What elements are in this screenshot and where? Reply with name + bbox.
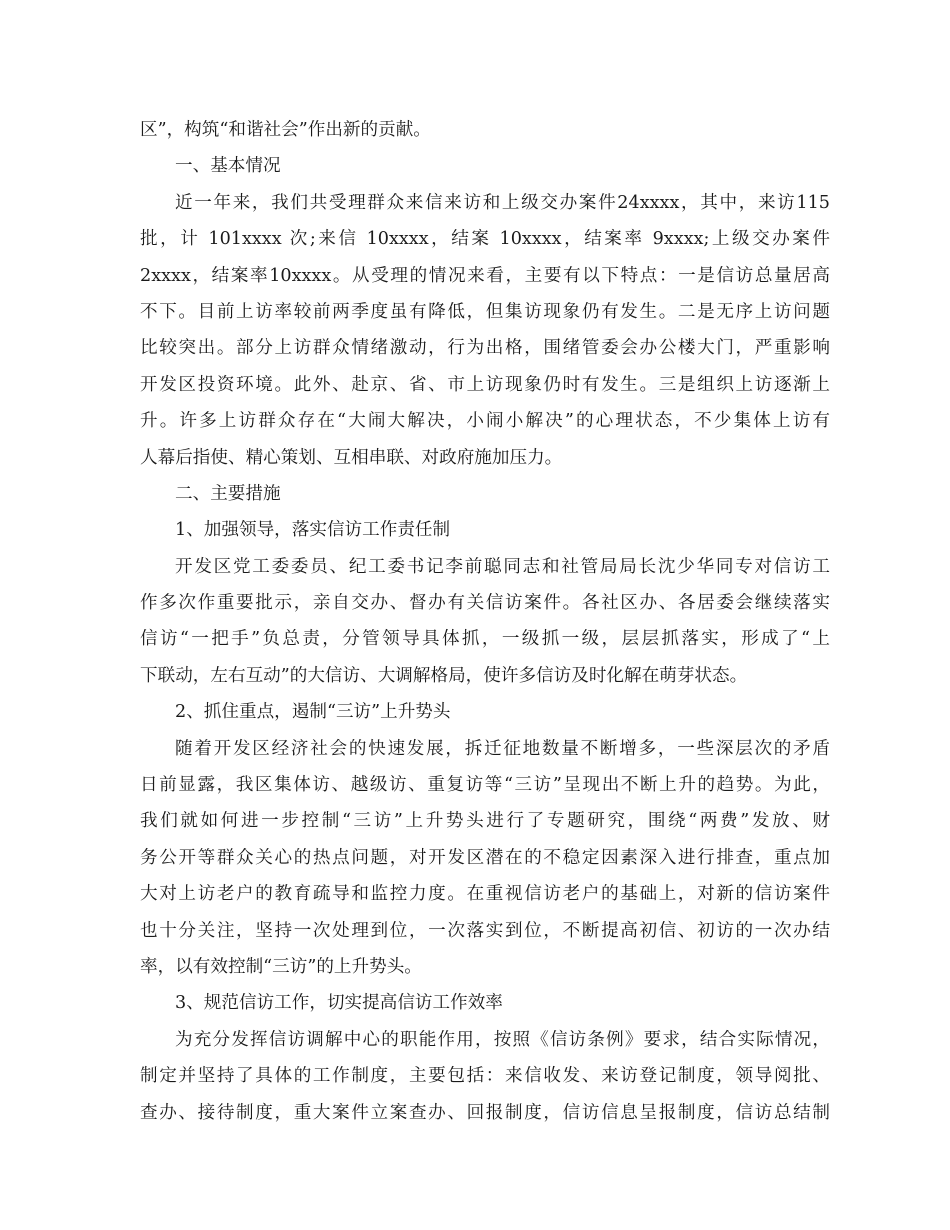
paragraph-line: 我们就如何进一步控制“三访”上升势头进行了专题研究，围绕“两费”发放、财 xyxy=(140,811,830,832)
paragraph-line: 也十分关注，坚持一次处理到位，一次落实到位，不断提高初信、初访的一次办结 xyxy=(140,920,830,941)
paragraph-line: 信访“一把手”负总责，分管领导具体抓，一级抓一级，层层抓落实，形成了“上 xyxy=(140,629,830,650)
paragraph-line: 作多次作重要批示，亲自交办、督办有关信访案件。各社区办、各居委会继续落实 xyxy=(140,593,830,614)
paragraph-line: 比较突出。部分上访群众情绪激动，行为出格，围绪管委会办公楼大门，严重影响 xyxy=(140,338,830,359)
paragraph-line: 升。许多上访群众存在“大闹大解决，小闹小解决”的心理状态，不少集体上访有 xyxy=(140,411,830,432)
paragraph-first-line: 近一年来，我们共受理群众来信来访和上级交办案件24xxxx，其中，来访115 xyxy=(175,192,830,213)
section-heading: 2、抓住重点，遏制“三访”上升势头 xyxy=(175,702,451,723)
paragraph-line: 批，计 101xxxx 次;来信 10xxxx，结案 10xxxx，结案率 9xxxx;上级交办案件 xyxy=(140,229,830,250)
section-heading: 3、规范信访工作，切实提高信访工作效率 xyxy=(175,993,503,1014)
paragraph-last-line: 区”，构筑“和谐社会”作出新的贡献。 xyxy=(140,120,431,140)
paragraph-last-line: 率，以有效控制“三访”的上升势头。 xyxy=(140,956,422,977)
paragraph-line: 不下。目前上访率较前两季度虽有降低，但集访现象仍有发生。二是无序上访问题 xyxy=(140,301,830,322)
document-page xyxy=(140,112,830,1131)
section-heading: 1、加强领导，落实信访工作责任制 xyxy=(175,520,451,541)
section-heading: 一、基本情况 xyxy=(175,156,281,177)
paragraph-line: 2xxxx，结案率10xxxx。从受理的情况来看，主要有以下特点：一是信访总量居高 xyxy=(140,265,830,286)
paragraph-line: 查办、接待制度，重大案件立案查办、回报制度，信访信息呈报制度，信访总结制 xyxy=(140,1102,830,1123)
paragraph-last-line: 人幕后指使、精心策划、互相串联、对政府施加压力。 xyxy=(140,447,563,468)
paragraph-line: 开发区投资环境。此外、赴京、省、市上访现象仍时有发生。三是组织上访逐渐上 xyxy=(140,374,830,395)
paragraph-first-line: 开发区党工委委员、纪工委书记李前聪同志和社管局局长沈少华同专对信访工 xyxy=(175,556,830,577)
paragraph-line: 大对上访老户的教育疏导和监控力度。在重视信访老户的基础上，对新的信访案件 xyxy=(140,884,830,905)
paragraph-last-line: 下联动，左右互动”的大信访、大调解格局，使许多信访及时化解在萌芽状态。 xyxy=(140,665,748,686)
section-heading: 二、主要措施 xyxy=(175,483,281,504)
paragraph-line: 务公开等群众关心的热点问题，对开发区潜在的不稳定因素深入进行排查，重点加 xyxy=(140,847,830,868)
paragraph-first-line: 随着开发区经济社会的快速发展，拆迁征地数量不断增多，一些深层次的矛盾 xyxy=(175,738,830,759)
paragraph-line: 日前显露，我区集体访、越级访、重复访等“三访”呈现出不断上升的趋势。为此， xyxy=(140,775,830,796)
paragraph-first-line: 为充分发挥信访调解中心的职能作用，按照《信访条例》要求，结合实际情况， xyxy=(175,1029,830,1050)
paragraph-line: 制定并坚持了具体的工作制度，主要包括：来信收发、来访登记制度，领导阅批、 xyxy=(140,1066,830,1087)
